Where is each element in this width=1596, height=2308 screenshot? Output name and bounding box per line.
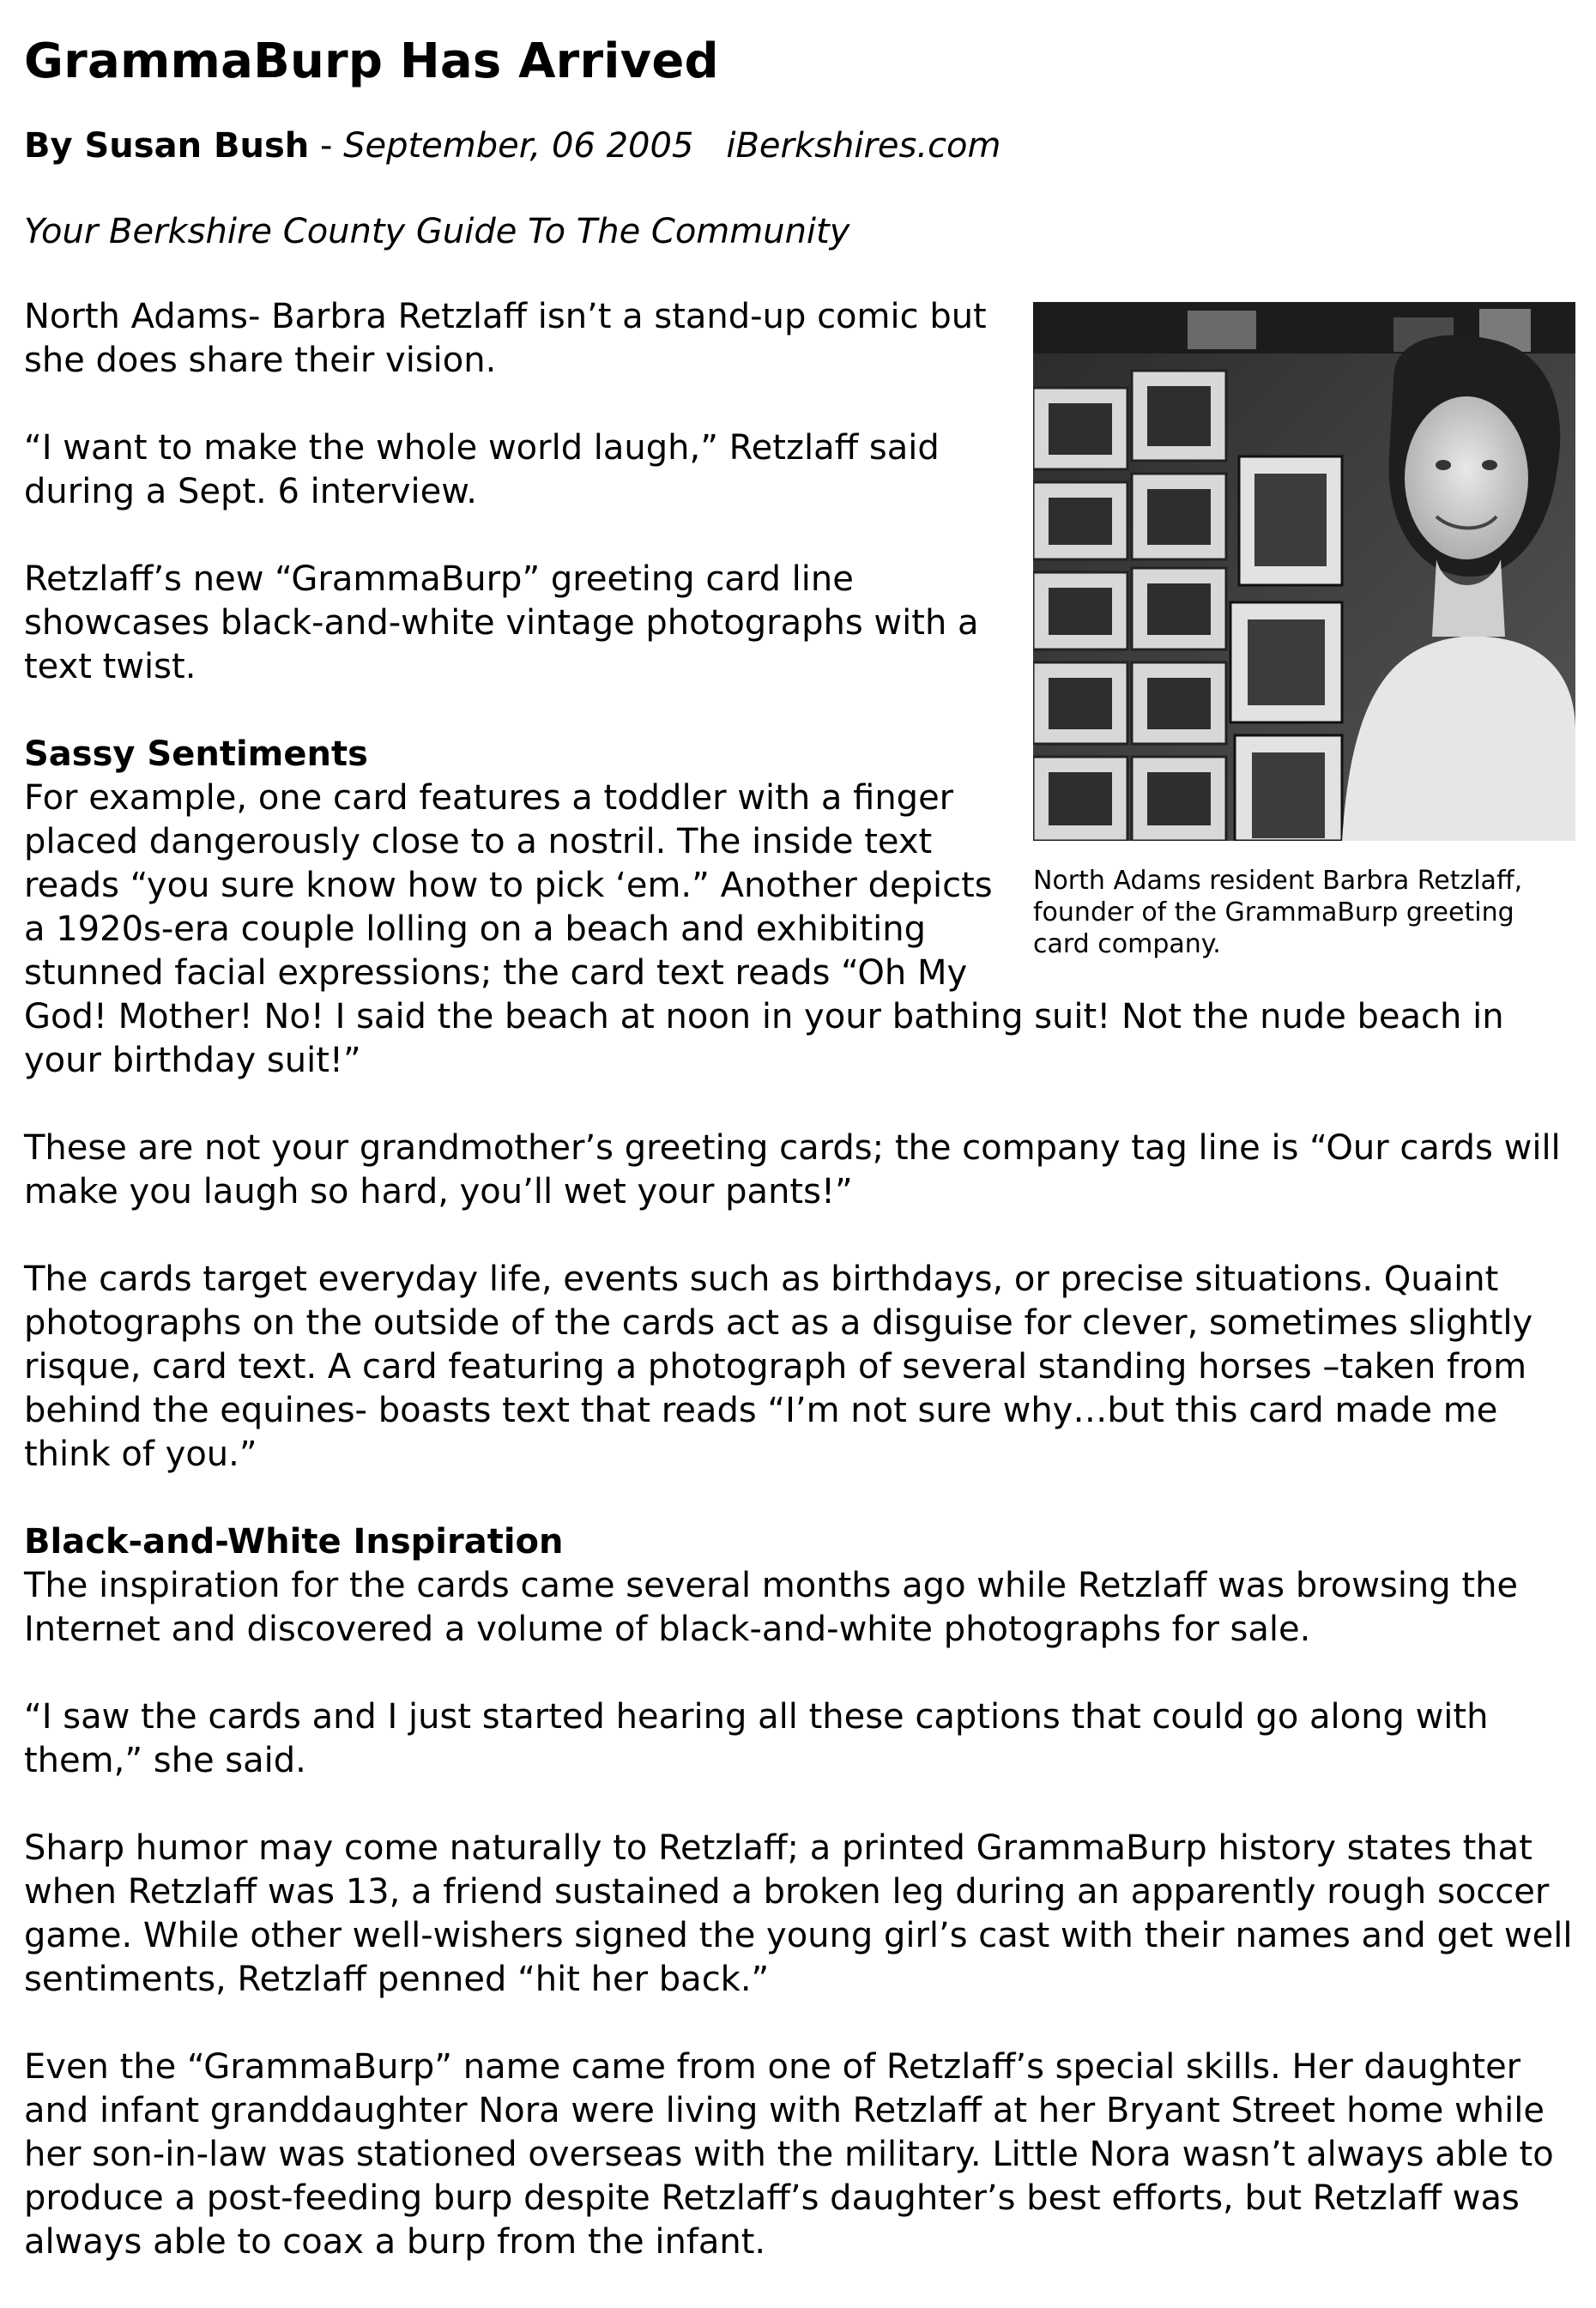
byline-date: September, 06 2005 xyxy=(343,126,694,166)
paragraph-6: The cards target everyday life, events such as birthdays, or precise situations. Quaint photographs on the outside of the cards act as a disguise for clever, sometimes slightly risque, card text. A card featuring a photograph of several standing horses –taken from behind the equines- boasts text that reads “I’m not sure why…but this card made me think of you.” xyxy=(24,1260,1533,1474)
paragraph-3: Retzlaff’s new “GrammaBurp” greeting card line showcases black-and-white vintage photographs with a text twist. xyxy=(24,559,979,686)
photo-illustration xyxy=(1033,302,1575,841)
article-title: GrammaBurp Has Arrived xyxy=(24,33,719,89)
photo-caption: North Adams resident Barbra Retzlaff, founder of the GrammaBurp greeting card company. xyxy=(1033,866,1523,959)
byline-source: iBerkshires.com xyxy=(726,126,1001,166)
subheading-black-and-white-inspiration: Black-and-White Inspiration xyxy=(24,1522,564,1562)
paragraph-7: The inspiration for the cards came several months ago while Retzlaff was browsing the Internet and discovered a volume of black-and-white photographs for sale. xyxy=(24,1566,1519,1649)
photo-figure xyxy=(1033,302,1575,960)
paragraph-8: “I saw the cards and I just started hearing all these captions that could go along with them,” she said. xyxy=(24,1697,1489,1780)
paragraph-4: For example, one card features a toddler with a finger placed dangerously close to a nostril. The inside text reads “you sure know how to pick ‘em.” Another depicts a 1920s-era couple lolling on a beach and exhibiting stunned facial expressions; the card text reads “Oh My God! Mother! No! I said the beach at noon in your bathing suit! Not the nude beach in your birthday suit!” xyxy=(24,778,1504,1080)
subheading-sassy-sentiments: Sassy Sentiments xyxy=(24,734,368,774)
byline xyxy=(24,124,1577,168)
tagline: Your Berkshire County Guide To The Community xyxy=(24,212,850,251)
paragraph-9: Sharp humor may come naturally to Retzlaff; a printed GrammaBurp history states that when Retzlaff was 13, a friend sustained a broken leg during an apparently rough soccer game. While other well-wishers signed the young girl’s cast with their names and get well sentiments, Retzlaff penned “hit her back.” xyxy=(24,1828,1573,1999)
article-page xyxy=(24,31,1577,2308)
paragraph-1: North Adams- Barbra Retzlaff isn’t a stand-up comic but she does share their vision. xyxy=(24,297,987,380)
photo-barbra-retzlaff xyxy=(1033,302,1575,841)
paragraph-10: Even the “GrammaBurp” name came from one of Retzlaff’s special skills. Her daughter and infant granddaughter Nora were living with Retzlaff at her Bryant Street home while her son-in-law was stationed overseas with the military. Little Nora wasn’t always able to produce a post-feeding burp despite Retzlaff’s daughter’s best efforts, but Retzlaff was always able to coax a burp from the infant. xyxy=(24,2047,1554,2262)
paragraph-2: “I want to make the whole world laugh,” Retzlaff said during a Sept. 6 interview. xyxy=(24,428,940,511)
byline-author: By Susan Bush xyxy=(24,126,310,166)
paragraph-5: These are not your grandmother’s greeting cards; the company tag line is “Our cards will make you laugh so hard, you’ll wet your pants!” xyxy=(24,1128,1561,1211)
article-body xyxy=(24,295,1577,2264)
byline-separator: - xyxy=(309,126,344,166)
